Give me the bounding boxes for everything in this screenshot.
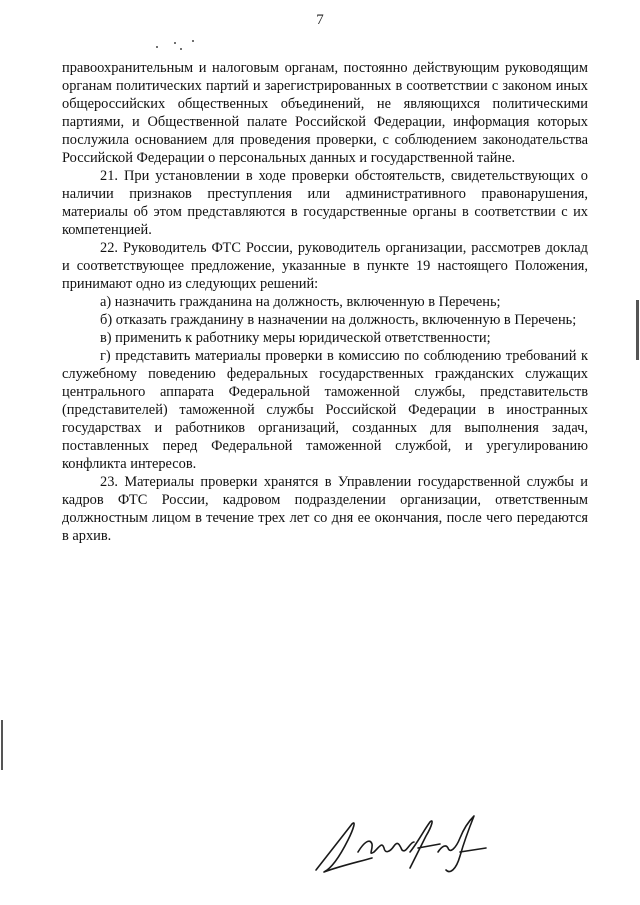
paragraph-23: 23. Материалы проверки хранятся в Управлении государственной службы и кадров ФТС России, кадровом подразделении организации, ответственным должностным лицом в течение трех лет со дня ее окончания, после чего передаются в архив. — [62, 474, 588, 544]
paragraph-21: 21. При установлении в ходе проверки обстоятельств, свидетельствующих о наличии признаков преступления или административного правонарушения, материалы об этом представляются в государственные органы в соответствии с их компетенцией. — [62, 168, 588, 238]
scan-edge-mark — [636, 300, 639, 360]
paragraph-22-option-b: б) отказать гражданину в назначении на должность, включенную в Перечень; — [100, 312, 577, 328]
page-number: 7 — [316, 12, 324, 28]
paragraph-continuation: правоохранительным и налоговым органам, постоянно действующим руководящим органам политических партий и зарегистрированных в соответствии с законом иных общероссийских общественных объединений, не являющихся политическими партиями, и Общественной палате Российской Федерации, информация которых послужила основанием для проведения проверки, с соблюдением законодательства Российской Федерации о персональных данных и государственной тайне. — [62, 60, 588, 166]
paragraph-22-option-a: а) назначить гражданина на должность, включенную в Перечень; — [100, 294, 501, 310]
scan-edge-mark — [1, 720, 3, 770]
paragraph-22-option-c: в) применить к работнику меры юридической ответственности; — [100, 330, 491, 346]
document-body — [62, 59, 588, 545]
paragraph-22: 22. Руководитель ФТС России, руководитель организации, рассмотрев доклад и соответствующее предложение, указанные в пункте 19 настоящего Положения, принимают одно из следующих решений: — [62, 240, 588, 292]
paragraph-22-option-d: г) представить материалы проверки в комиссию по соблюдению требований к служебному поведению федеральных государственных гражданских служащих центрального аппарата Федеральной таможенной службы, представительств (представителей) таможенной службы Российской Федерации в иностранных государствах и работников организаций, созданных для выполнения задач, поставленных перед Федеральной таможенной службой, и урегулированию конфликта интересов. — [62, 348, 588, 472]
handwritten-signature — [310, 812, 500, 882]
scan-specks — [150, 38, 200, 52]
